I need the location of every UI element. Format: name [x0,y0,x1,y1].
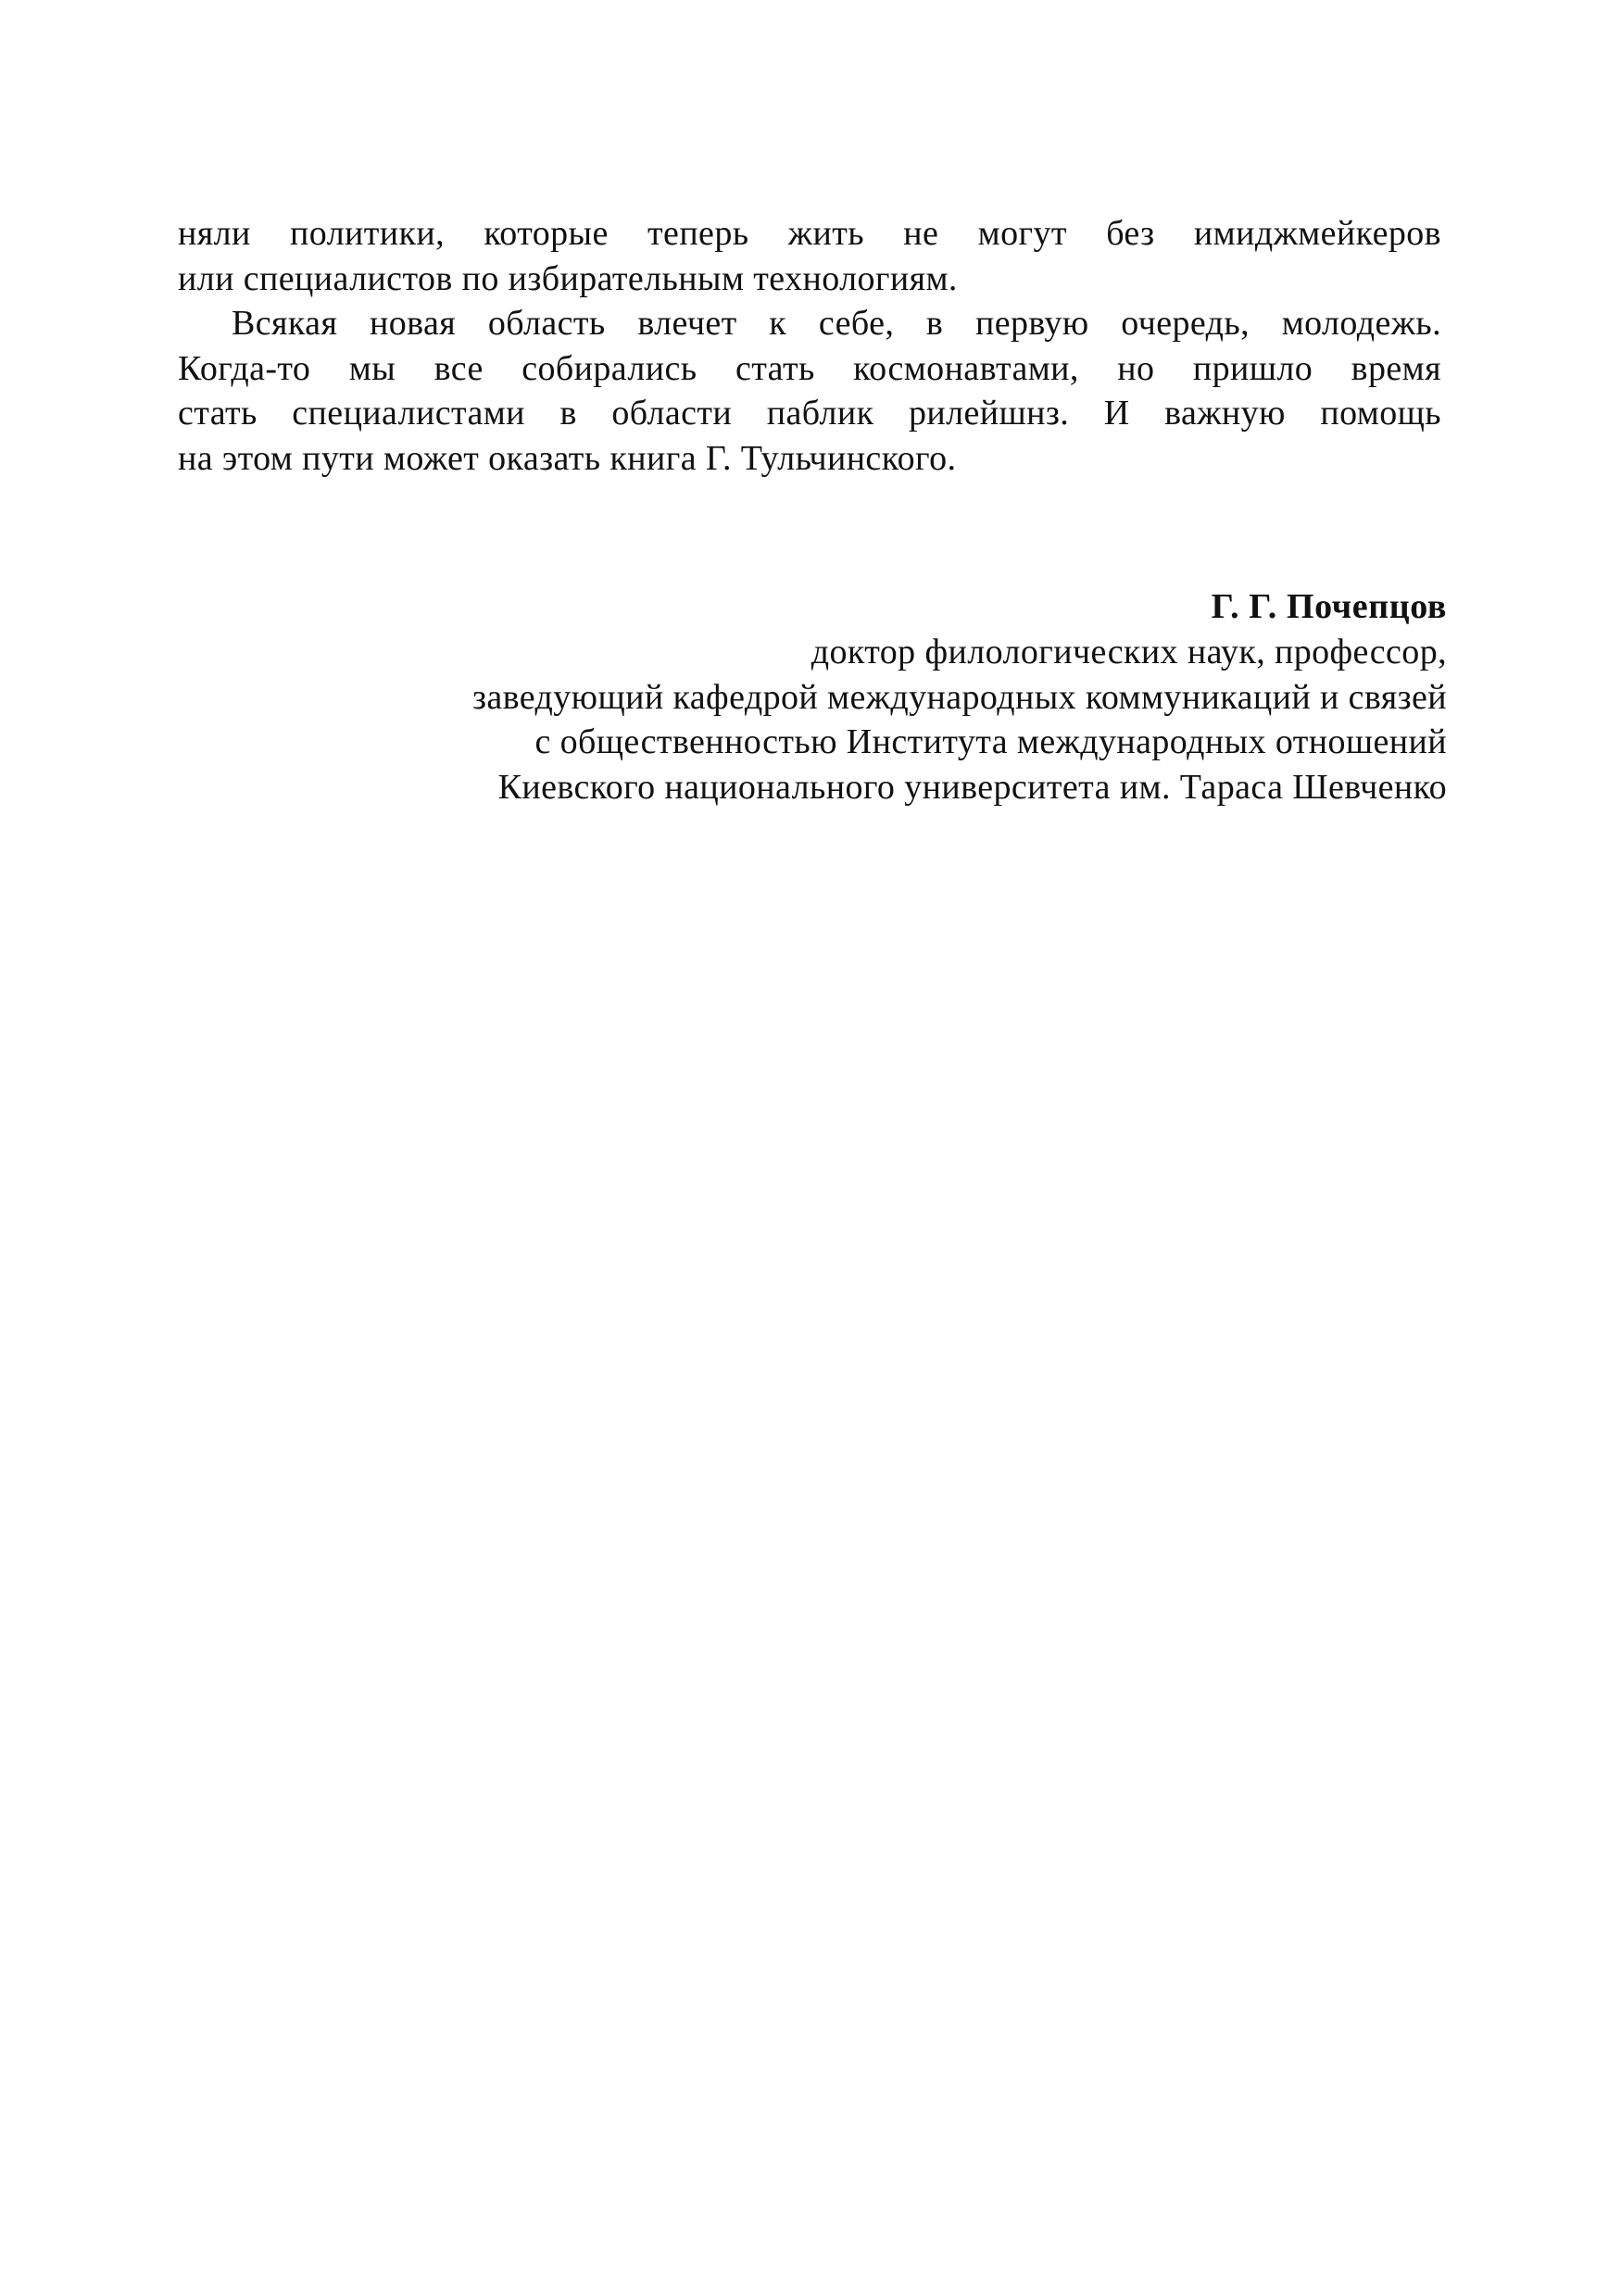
author-name: Г. Г. Почепцов [1211,587,1447,626]
paragraph-line: на этом пути может оказать книга Г. Тульчинского. [178,438,957,478]
paragraph-line: Когда-то мы все собирались стать космонавтами, но пришло время [178,348,1441,388]
author-credential-line: с общественностью Института международных отношений [534,722,1447,761]
paragraph-line: стать специалистами в области паблик рилейшнз. И важную помощь [178,394,1441,433]
author-credential-line: доктор филологических наук, профессор, [810,633,1447,671]
author-credential-line: заведующий кафедрой международных коммуникаций и связей [471,677,1447,717]
paragraph-line: Всякая новая область влечет к себе, в первую очередь, молодежь. [232,304,1441,343]
paragraph-line: няли политики, которые теперь жить не могут без имиджмейкеров [178,214,1441,253]
paragraph-line: или специалистов по избирательным технологиям. [178,258,958,298]
body-text [178,211,1441,481]
author-signature [178,583,1447,809]
author-credential-line: Киевского национального университета им. Тараса Шевченко [497,767,1447,807]
